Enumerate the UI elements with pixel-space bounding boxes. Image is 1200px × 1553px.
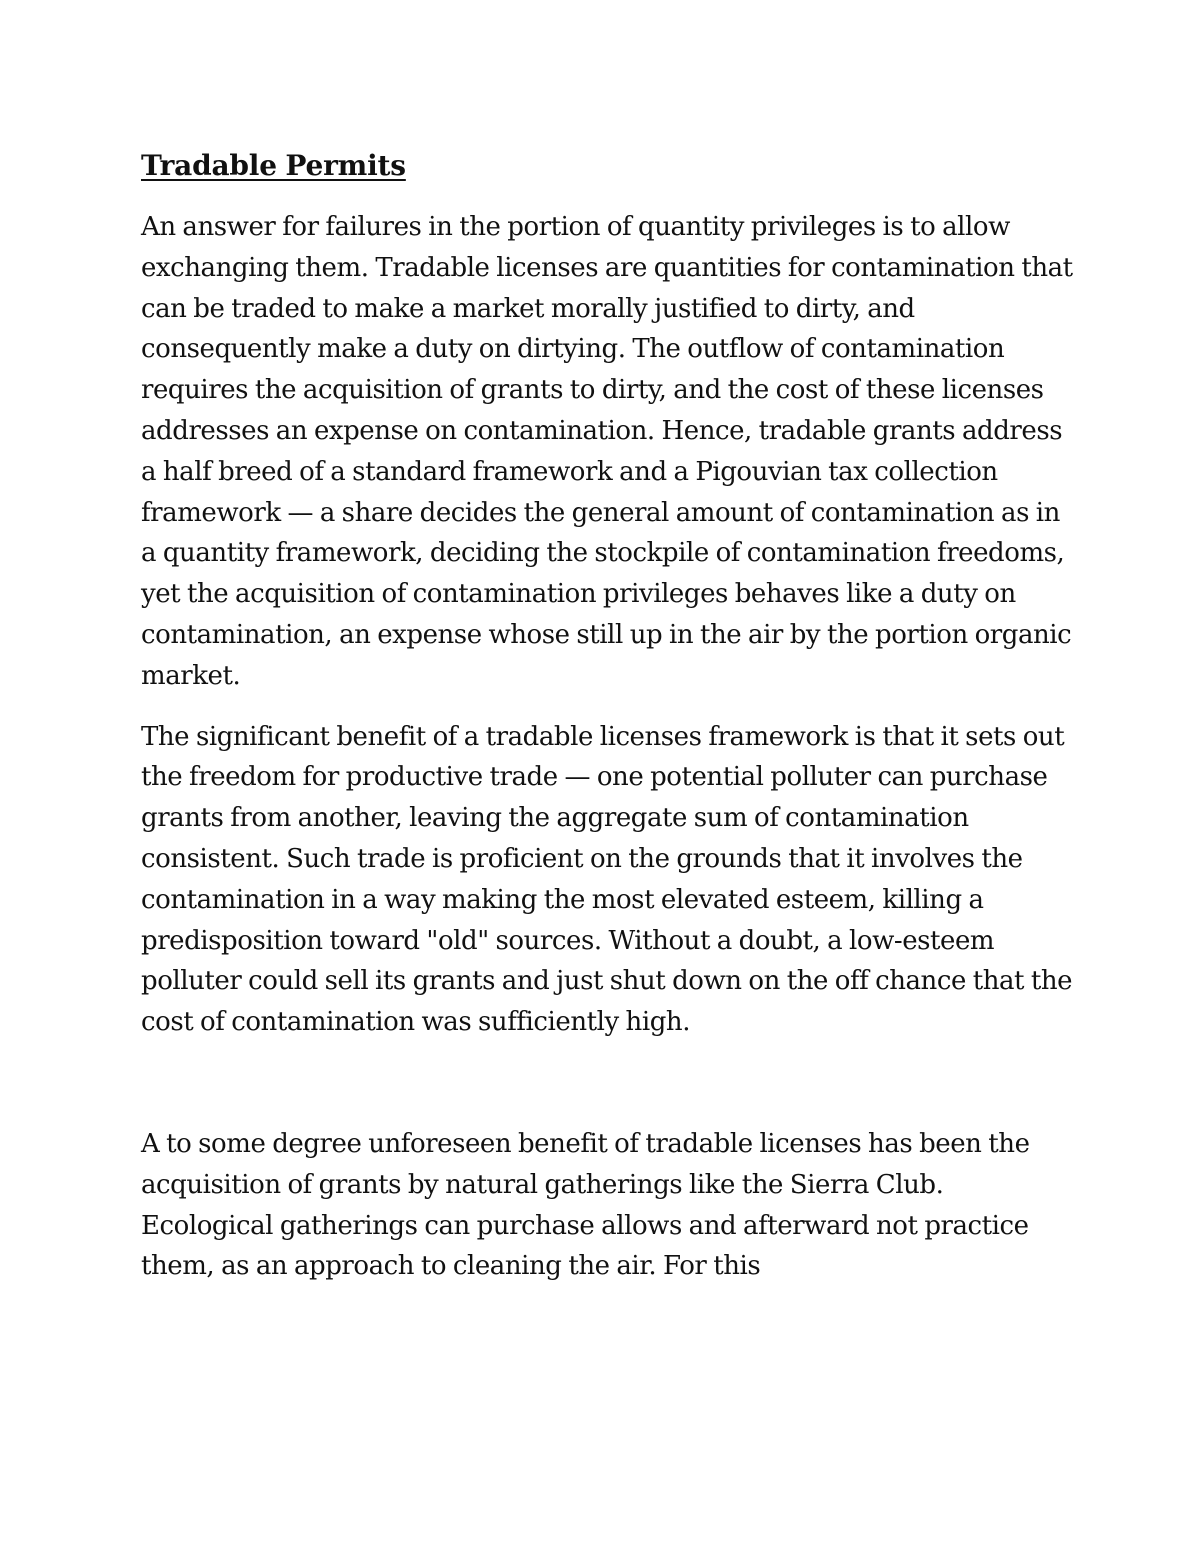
- paragraph-2: The significant benefit of a tradable licenses framework is that it sets out the freedom for productive trade — one potential polluter can purchase grants from another, leaving the aggregate sum of contamination consistent. Such trade is proficient on the grounds that it involves the contamination in a way making the most elevated esteem, killing a predisposition toward "old" sources. Without a doubt, a low-esteem polluter could sell its grants and just shut down on the off chance that the cost of contamination was sufficiently high.: [141, 721, 1073, 1038]
- paragraph-3: A to some degree unforeseen benefit of tradable licenses has been the acquisition of grants by natural gatherings like the Sierra Club. Ecological gatherings can purchase allows and afterward not practice them, as an approach to cleaning the air. For this: [141, 1128, 1030, 1282]
- paragraph-1: An answer for failures in the portion of quantity privileges is to allow exchanging them. Tradable licenses are quantities for contamination that can be traded to make a market morally justified to dirty, and consequently make a duty on dirtying. The outflow of contamination requires the acquisition of grants to dirty, and the cost of these licenses addresses an expense on contamination. Hence, tradable grants address a half breed of a standard framework and a Pigouvian tax collection framework — a share decides the general amount of contamination as in a quantity framework, deciding the stockpile of contamination freedoms, yet the acquisition of contamination privileges behaves like a duty on contamination, an expense whose still up in the air by the portion organic market.: [141, 212, 1073, 691]
- document-title: Tradable Permits: [141, 149, 406, 182]
- document-body: [141, 146, 1076, 1287]
